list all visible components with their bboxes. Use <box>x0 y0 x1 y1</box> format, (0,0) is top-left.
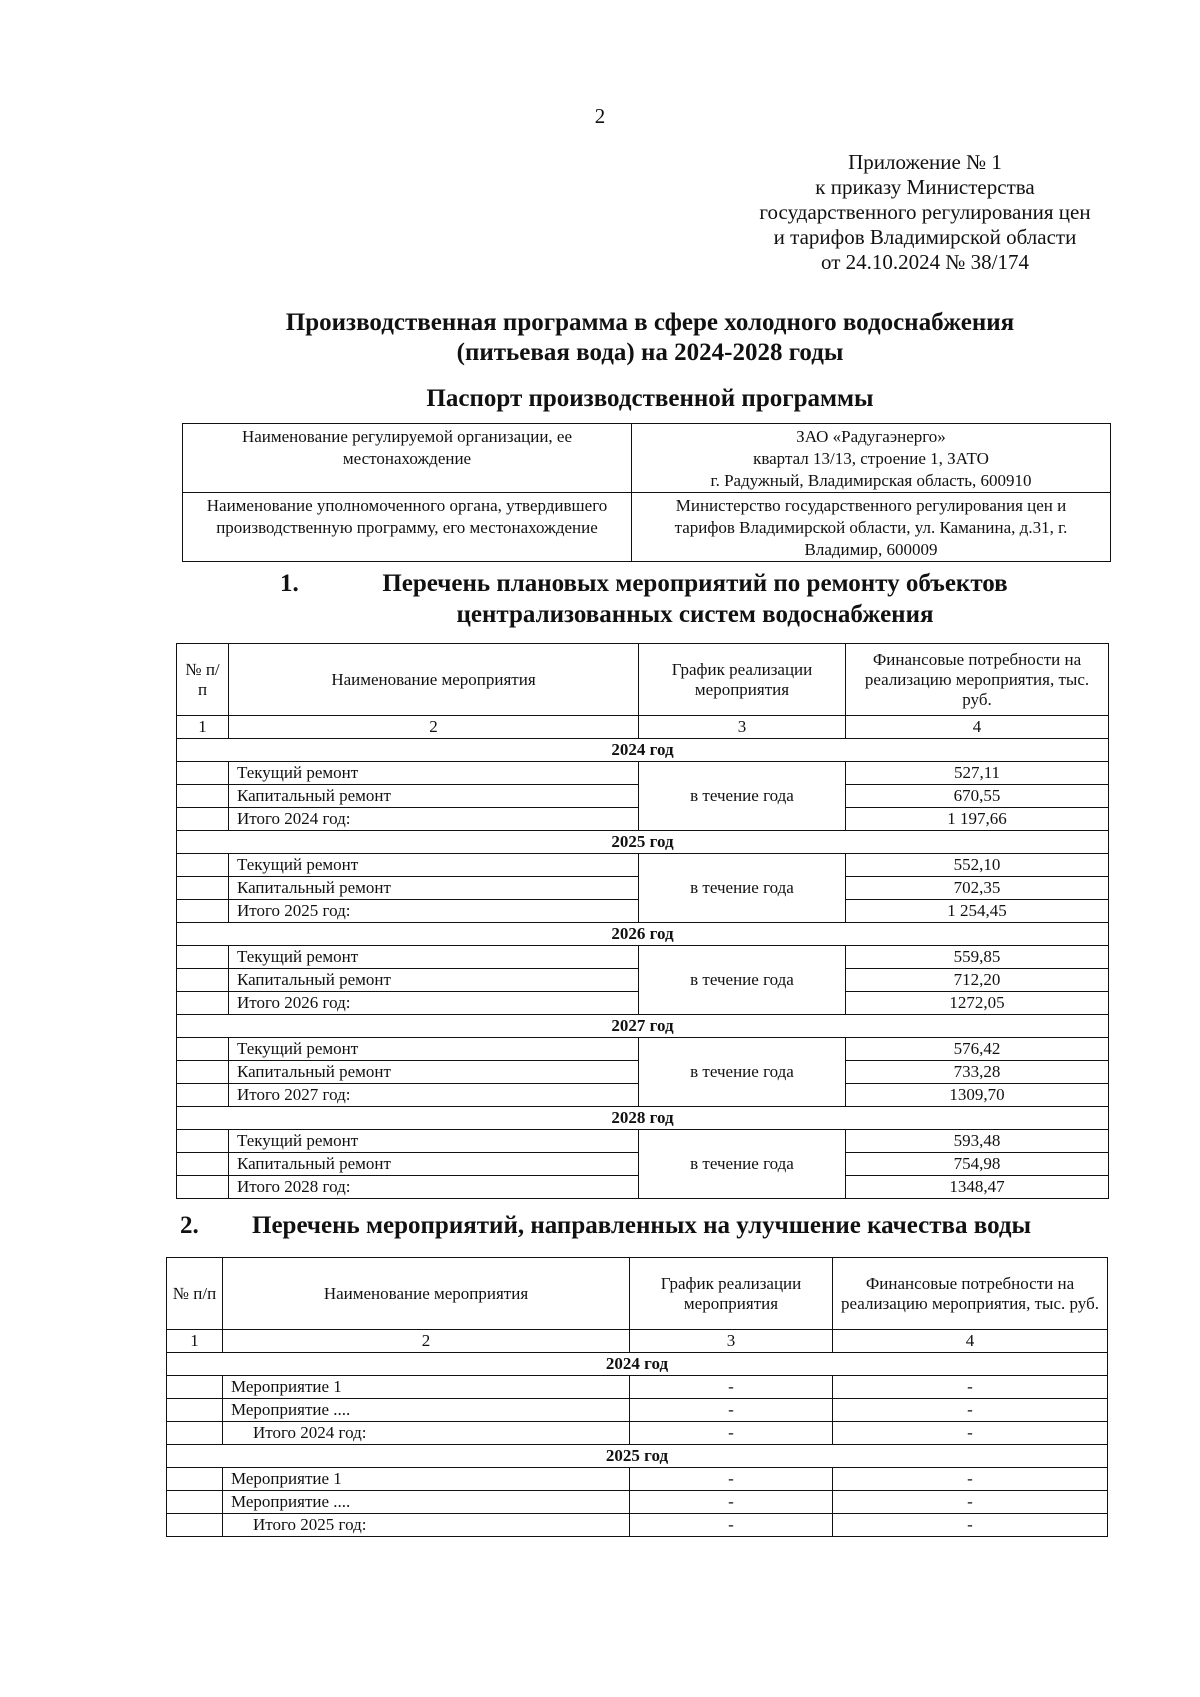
item-schedule: - <box>630 1422 833 1445</box>
passport-title: Паспорт производственной программы <box>426 385 874 412</box>
header-name: Наименование мероприятия <box>223 1258 630 1330</box>
section1-title-line: централизованных систем водоснабжения <box>456 601 934 628</box>
row-num <box>177 854 229 877</box>
item-total-label: Итого 2024 год: <box>223 1422 630 1445</box>
title-line: (питьевая вода) на 2024-2028 годы <box>456 339 844 366</box>
item-amount: - <box>833 1376 1108 1399</box>
row-num <box>177 946 229 969</box>
row-num <box>177 762 229 785</box>
item-amount: - <box>833 1491 1108 1514</box>
year-row <box>177 739 1109 762</box>
item-total-amount: 1 254,45 <box>846 900 1109 923</box>
authority-value: Министерство государственного регулирования цен и тарифов Владимирской области, ул. Каманина, д.31, г. Владимир, 600009 <box>632 493 1111 562</box>
year-row <box>177 1015 1109 1038</box>
column-number: 2 <box>223 1330 630 1353</box>
org-value <box>632 424 1111 493</box>
header-schedule: График реализации мероприятия <box>639 644 846 716</box>
row-num <box>177 1038 229 1061</box>
item-name: Мероприятие .... <box>223 1399 630 1422</box>
row-num <box>167 1376 223 1399</box>
item-total-amount: - <box>833 1422 1108 1445</box>
item-name: Текущий ремонт <box>229 1038 639 1061</box>
quality-plan-table <box>166 1257 1108 1537</box>
table-row <box>167 1468 1108 1491</box>
item-schedule: - <box>630 1491 833 1514</box>
header-name: Наименование мероприятия <box>229 644 639 716</box>
item-amount: 593,48 <box>846 1130 1109 1153</box>
item-total-label: Итого 2026 год: <box>229 992 639 1015</box>
item-total-label: Итого 2028 год: <box>229 1176 639 1199</box>
item-amount: 527,11 <box>846 762 1109 785</box>
row-num <box>167 1399 223 1422</box>
year-row <box>167 1445 1108 1468</box>
year-label: 2025 год <box>167 1445 1108 1468</box>
column-number: 1 <box>167 1330 223 1353</box>
header-finance: Финансовые потребности на реализацию мероприятия, тыс. руб. <box>833 1258 1108 1330</box>
row-num <box>177 1153 229 1176</box>
item-amount: 712,20 <box>846 969 1109 992</box>
section2-number: 2. <box>180 1212 199 1239</box>
column-number: 3 <box>630 1330 833 1353</box>
document-title <box>180 308 1120 368</box>
row-num <box>177 1130 229 1153</box>
row-num <box>177 969 229 992</box>
item-name: Капитальный ремонт <box>229 877 639 900</box>
item-schedule: - <box>630 1376 833 1399</box>
item-name: Текущий ремонт <box>229 946 639 969</box>
item-total-label: Итого 2027 год: <box>229 1084 639 1107</box>
item-schedule: в течение года <box>639 762 846 831</box>
row-num <box>177 992 229 1015</box>
year-label: 2024 год <box>167 1353 1108 1376</box>
row-num <box>167 1422 223 1445</box>
column-number: 4 <box>846 716 1109 739</box>
row-num <box>177 1061 229 1084</box>
column-numbers-row <box>177 716 1109 739</box>
org-address-1: квартал 13/13, строение 1, ЗАТО <box>753 449 989 468</box>
item-total-amount: - <box>833 1514 1108 1537</box>
year-row <box>167 1353 1108 1376</box>
header-finance: Финансовые потребности на реализацию мероприятия, тыс. руб. <box>846 644 1109 716</box>
table-row <box>177 946 1109 969</box>
item-name: Мероприятие 1 <box>223 1468 630 1491</box>
table-row <box>177 854 1109 877</box>
item-amount: 733,28 <box>846 1061 1109 1084</box>
table-row <box>177 1038 1109 1061</box>
row-num <box>167 1491 223 1514</box>
table-row <box>167 1422 1108 1445</box>
item-amount: 576,42 <box>846 1038 1109 1061</box>
year-row <box>177 831 1109 854</box>
item-amount: - <box>833 1399 1108 1422</box>
item-name: Капитальный ремонт <box>229 969 639 992</box>
item-name: Капитальный ремонт <box>229 1061 639 1084</box>
item-total-label: Итого 2025 год: <box>229 900 639 923</box>
item-schedule: - <box>630 1514 833 1537</box>
appendix-line: и тарифов Владимирской области <box>773 225 1077 249</box>
repair-plan-table <box>176 643 1109 1199</box>
row-num <box>177 1084 229 1107</box>
row-num <box>167 1468 223 1491</box>
item-total-amount: 1272,05 <box>846 992 1109 1015</box>
item-name: Капитальный ремонт <box>229 1153 639 1176</box>
table-row <box>177 762 1109 785</box>
appendix-line: государственного регулирования цен <box>759 200 1091 224</box>
item-schedule: - <box>630 1399 833 1422</box>
table-row <box>167 1376 1108 1399</box>
table-row <box>177 1130 1109 1153</box>
item-amount: 552,10 <box>846 854 1109 877</box>
row-num <box>177 808 229 831</box>
year-row <box>177 1107 1109 1130</box>
authority-label: Наименование уполномоченного органа, утвердившего производственную программу, его местонахождение <box>183 493 632 562</box>
org-label: Наименование регулируемой организации, ее местонахождение <box>183 424 632 493</box>
item-total-amount: 1 197,66 <box>846 808 1109 831</box>
row-num <box>177 877 229 900</box>
table-row <box>167 1514 1108 1537</box>
column-number: 2 <box>229 716 639 739</box>
section2-title-text: Перечень мероприятий, направленных на улучшение качества воды <box>252 1212 1032 1239</box>
table-row <box>167 1399 1108 1422</box>
item-schedule: в течение года <box>639 1038 846 1107</box>
header-num: № п/п <box>167 1258 223 1330</box>
year-label: 2026 год <box>177 923 1109 946</box>
passport-table <box>182 423 1111 562</box>
section1-title-line: Перечень плановых мероприятий по ремонту объектов <box>382 570 1008 597</box>
table-header-row <box>167 1258 1108 1330</box>
header-schedule: График реализации мероприятия <box>630 1258 833 1330</box>
appendix-line: от 24.10.2024 № 38/174 <box>820 250 1030 274</box>
row-num <box>177 1176 229 1199</box>
table-header-row <box>177 644 1109 716</box>
year-label: 2028 год <box>177 1107 1109 1130</box>
appendix-header <box>735 150 1115 275</box>
item-amount: 670,55 <box>846 785 1109 808</box>
header-num: № п/п <box>177 644 229 716</box>
item-total-amount: 1348,47 <box>846 1176 1109 1199</box>
row-num <box>167 1514 223 1537</box>
item-schedule: в течение года <box>639 854 846 923</box>
title-line: Производственная программа в сфере холодного водоснабжения <box>285 309 1015 336</box>
year-label: 2027 год <box>177 1015 1109 1038</box>
org-address-2: г. Радужный, Владимирская область, 600910 <box>710 471 1032 490</box>
item-name: Мероприятие .... <box>223 1491 630 1514</box>
item-name: Текущий ремонт <box>229 1130 639 1153</box>
appendix-line: к приказу Министерства <box>815 175 1035 199</box>
column-number: 4 <box>833 1330 1108 1353</box>
item-name: Капитальный ремонт <box>229 785 639 808</box>
item-amount: - <box>833 1468 1108 1491</box>
column-number: 3 <box>639 716 846 739</box>
item-total-label: Итого 2024 год: <box>229 808 639 831</box>
year-label: 2025 год <box>177 831 1109 854</box>
year-label: 2024 год <box>177 739 1109 762</box>
org-name: ЗАО «Радугаэнерго» <box>796 427 946 446</box>
page-number: 2 <box>594 104 606 128</box>
column-numbers-row <box>167 1330 1108 1353</box>
item-name: Текущий ремонт <box>229 762 639 785</box>
row-num <box>177 900 229 923</box>
item-total-label: Итого 2025 год: <box>223 1514 630 1537</box>
item-total-amount: 1309,70 <box>846 1084 1109 1107</box>
item-amount: 559,85 <box>846 946 1109 969</box>
passport-row-authority <box>183 493 1111 562</box>
section1-number: 1. <box>280 570 299 597</box>
item-name: Мероприятие 1 <box>223 1376 630 1399</box>
table-row <box>167 1491 1108 1514</box>
item-schedule: в течение года <box>639 946 846 1015</box>
section1-title <box>280 568 1070 630</box>
passport-row-organization <box>183 424 1111 493</box>
item-amount: 754,98 <box>846 1153 1109 1176</box>
year-row <box>177 923 1109 946</box>
item-schedule: - <box>630 1468 833 1491</box>
column-number: 1 <box>177 716 229 739</box>
item-schedule: в течение года <box>639 1130 846 1199</box>
item-amount: 702,35 <box>846 877 1109 900</box>
row-num <box>177 785 229 808</box>
item-name: Текущий ремонт <box>229 854 639 877</box>
appendix-line: Приложение № 1 <box>848 150 1002 174</box>
